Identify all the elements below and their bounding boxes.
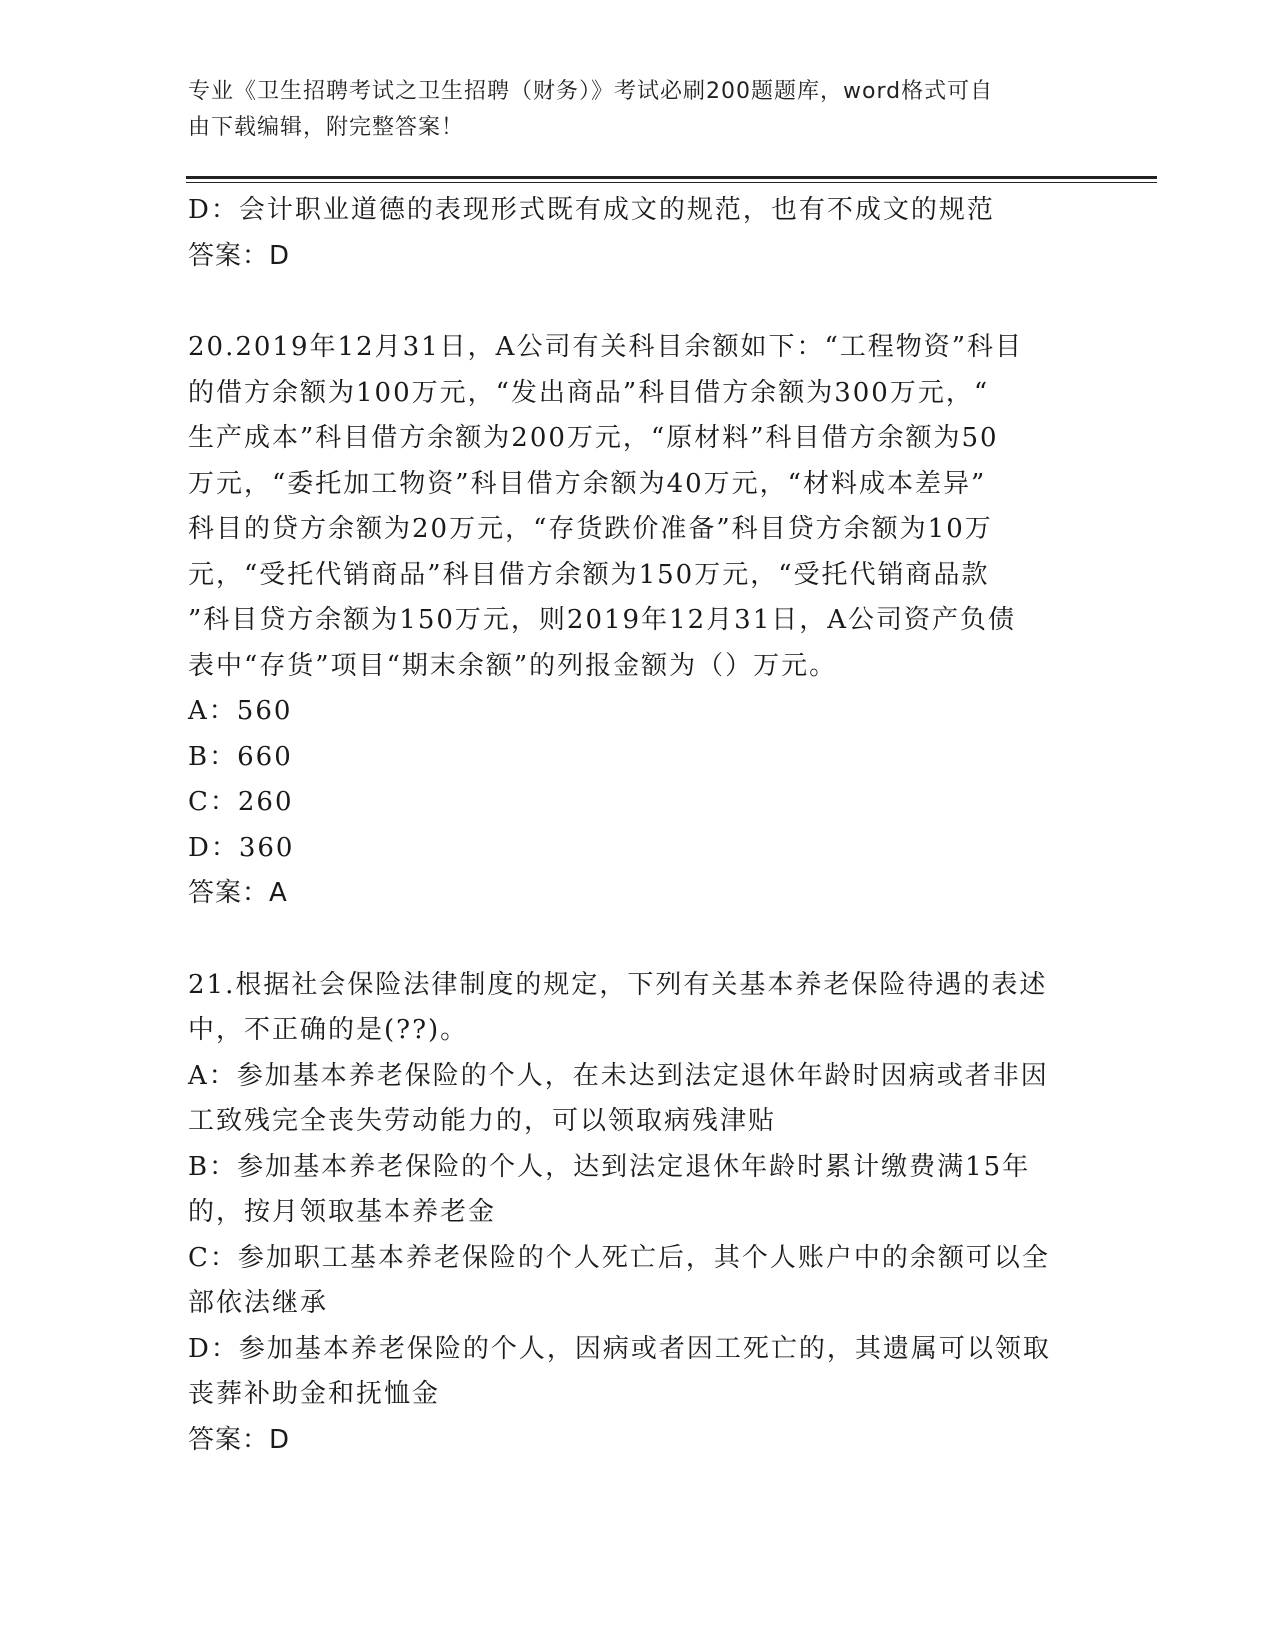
question-stem-line: 万元，“委托加工物资”科目借方余额为40万元，“材料成本差异” bbox=[188, 468, 987, 499]
option-c: C：260 bbox=[188, 787, 294, 817]
answer-line: 答案：A bbox=[188, 878, 288, 908]
option-a-continued: 工致残完全丧失劳动能力的，可以领取病残津贴 bbox=[188, 1106, 777, 1136]
answer-line: 答案：D bbox=[188, 1424, 291, 1455]
spacer bbox=[188, 917, 1088, 963]
answer-line: 答案：D bbox=[188, 240, 291, 271]
document-header bbox=[188, 74, 1068, 146]
question-stem-line: 表中“存货”项目“期末余额”的列报金额为（）万元。 bbox=[188, 650, 838, 681]
option-a: A：560 bbox=[188, 696, 293, 726]
option-c: C：参加职工基本养老保险的个人死亡后，其个人账户中的余额可以全 bbox=[188, 1242, 1050, 1273]
question-stem-line: 生产成本”科目借方余额为200万元，“原材料”科目借方余额为50 bbox=[188, 423, 999, 453]
header-line: 专业《卫生招聘考试之卫生招聘（财务）》考试必刷200题题库，word格式可自 bbox=[188, 79, 994, 104]
question-stem-line: 21.根据社会保险法律制度的规定，下列有关基本养老保险待遇的表述 bbox=[188, 969, 1048, 1000]
option-b-continued: 的，按月领取基本养老金 bbox=[188, 1197, 497, 1227]
question-stem-line: 的借方余额为100万元，“发出商品”科目借方余额为300万元，“ bbox=[188, 377, 990, 408]
question-stem-line: 中，不正确的是(??)。 bbox=[188, 1015, 469, 1045]
question-stem-line: 元，“受托代销商品”科目借方余额为150万元，“受托代销商品款 bbox=[188, 559, 990, 590]
option-d: D：参加基本养老保险的个人，因病或者因工死亡的，其遗属可以领取 bbox=[188, 1333, 1051, 1364]
question-20 bbox=[188, 325, 1088, 917]
question-21 bbox=[188, 963, 1088, 1464]
question-stem-line: 科目的贷方余额为20万元，“存货跌价准备”科目贷方余额为10万 bbox=[188, 514, 993, 544]
option-d: D：360 bbox=[188, 832, 295, 863]
header-divider-thick bbox=[186, 176, 1157, 179]
option-c-continued: 部依法继承 bbox=[188, 1288, 329, 1318]
question-stem-line: 20.2019年12月31日，A公司有关科目余额如下：“工程物资”科目 bbox=[188, 332, 1024, 362]
document-body bbox=[188, 188, 1088, 1463]
option-b: B：参加基本养老保险的个人，达到法定退休年龄时累计缴费满15年 bbox=[188, 1151, 1031, 1182]
spacer bbox=[188, 279, 1088, 325]
option-d-continued: 丧葬补助金和抚恤金 bbox=[188, 1379, 441, 1409]
question-stem-line: ”科目贷方余额为150万元，则2019年12月31日，A公司资产负债 bbox=[188, 605, 1017, 635]
option-b: B：660 bbox=[188, 741, 293, 772]
option-a: A：参加基本养老保险的个人，在未达到法定退休年龄时因病或者非因 bbox=[188, 1060, 1049, 1091]
header-divider-thin bbox=[186, 182, 1157, 183]
option-d: D：会计职业道德的表现形式既有成文的规范，也有不成文的规范 bbox=[188, 195, 995, 225]
header-line: 由下载编辑，附完整答案！ bbox=[188, 115, 465, 140]
